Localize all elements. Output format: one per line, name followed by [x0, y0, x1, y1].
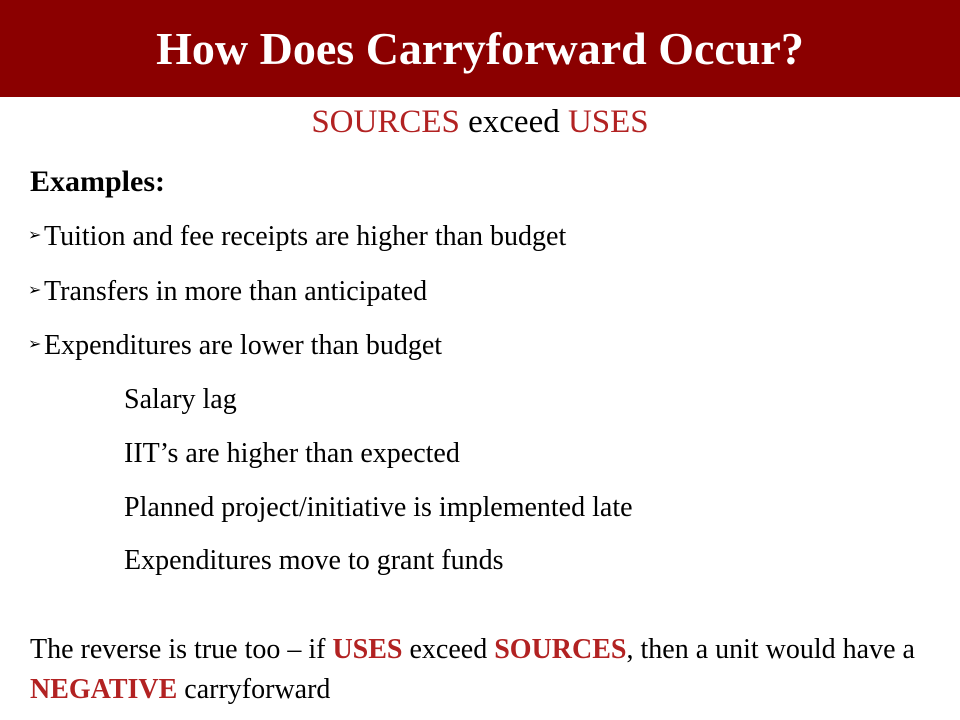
footer-negative: NEGATIVE: [30, 674, 178, 705]
bullet-text: Transfers in more than anticipated: [44, 276, 428, 307]
arrowhead-bullet-icon: ➢: [28, 335, 42, 353]
footer-text: The reverse is true too – if: [30, 634, 333, 665]
footer-note: [30, 630, 945, 710]
footer-text: carryforward: [177, 674, 331, 705]
subtitle-sources: SOURCES: [311, 104, 460, 140]
footer-sources: SOURCES: [494, 634, 627, 665]
bullet-item: [28, 326, 442, 368]
slide-title: How Does Carryforward Occur?: [156, 23, 804, 74]
bullet-text: Expenditures are lower than budget: [44, 330, 443, 361]
slide-subtitle: [0, 100, 960, 144]
arrowhead-bullet-icon: ➢: [28, 226, 42, 244]
footer-uses: USES: [332, 634, 403, 665]
bullet-item: [28, 272, 427, 314]
sub-item: Expenditures move to grant funds: [124, 545, 504, 576]
arrowhead-bullet-icon: ➢: [28, 281, 42, 299]
sub-item: Salary lag: [124, 384, 237, 415]
footer-text: exceed: [402, 634, 495, 665]
bullet-item: [28, 217, 566, 259]
sub-item: Planned project/initiative is implemented late: [124, 492, 633, 523]
footer-text: , then a unit would have a: [626, 634, 915, 665]
subtitle-uses: USES: [567, 104, 649, 140]
examples-heading: Examples:: [30, 165, 165, 198]
sub-item: IIT’s are higher than expected: [124, 438, 460, 469]
subtitle-exceed: exceed: [459, 104, 568, 140]
bullet-text: Tuition and fee receipts are higher than budget: [44, 221, 567, 252]
